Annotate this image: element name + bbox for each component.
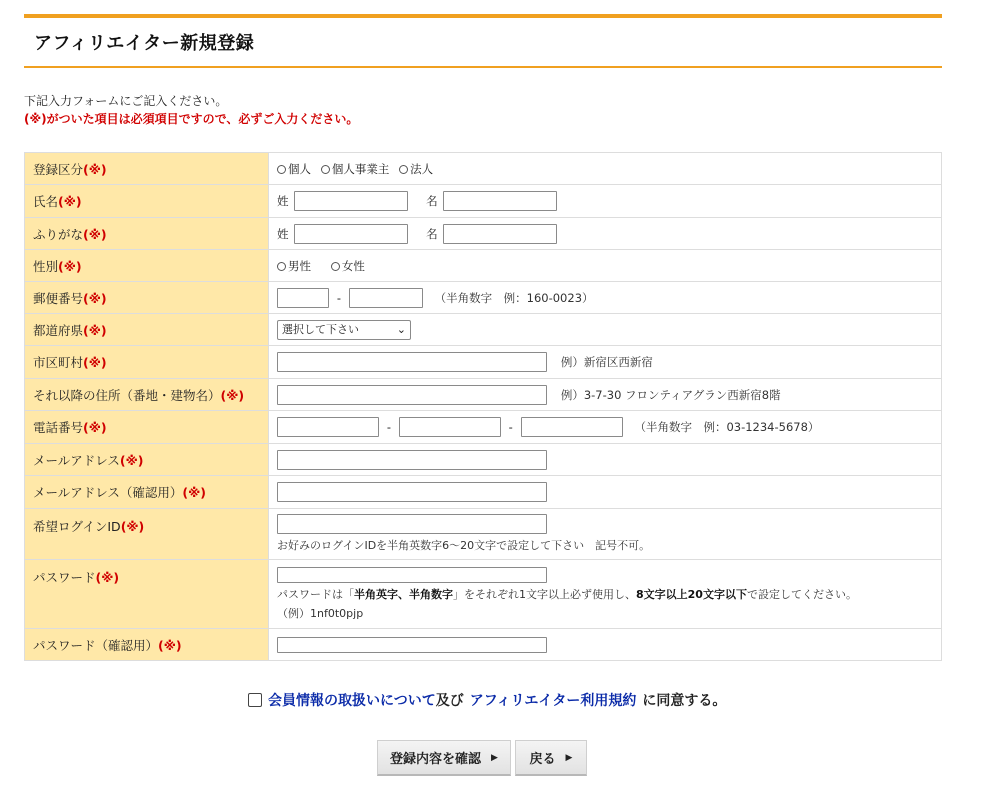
label-password: パスワード(※) xyxy=(25,560,269,629)
agree-checkbox[interactable] xyxy=(248,693,262,707)
registration-page xyxy=(24,0,942,653)
password-confirm-input[interactable] xyxy=(277,637,547,653)
radio-sole-proprietor[interactable]: 個人事業主 xyxy=(321,161,390,177)
title-area xyxy=(24,18,942,68)
label-email-confirm: メールアドレス（確認用）(※) xyxy=(25,476,269,509)
back-button[interactable]: 戻る ▶ xyxy=(515,740,587,776)
intro-text xyxy=(24,92,942,128)
registration-form xyxy=(24,152,942,661)
row-zip xyxy=(25,282,942,314)
label-pref: 都道府県(※) xyxy=(25,314,269,346)
page-title: アフィリエイター新規登録 xyxy=(34,33,255,54)
row-address xyxy=(25,379,942,411)
row-tel xyxy=(25,411,942,444)
tel-first-input[interactable] xyxy=(277,417,379,437)
radio-male[interactable]: 男性 xyxy=(277,258,311,274)
login-id-input[interactable] xyxy=(277,514,547,534)
zip-first-input[interactable] xyxy=(277,288,329,308)
row-type xyxy=(25,153,942,185)
password-input[interactable] xyxy=(277,567,547,583)
label-zip: 郵便番号(※) xyxy=(25,282,269,314)
password-note: パスワードは「半角英字、半角数字」をそれぞれ1文字以上必ず使用し、8文字以上20文字以下で設定してください。 xyxy=(277,588,857,601)
terms-link[interactable]: アフィリエイター利用規約 xyxy=(469,693,637,709)
sei-label: 姓 xyxy=(277,194,289,208)
tel-separator: - xyxy=(386,420,391,434)
email-input[interactable] xyxy=(277,450,547,470)
address-input[interactable] xyxy=(277,385,547,405)
city-hint: 例）新宿区西新宿 xyxy=(560,355,653,369)
last-name-input[interactable] xyxy=(294,191,408,211)
label-type: 登録区分(※) xyxy=(25,153,269,185)
confirm-button[interactable]: 登録内容を確認 ▶ xyxy=(377,740,511,776)
row-pref xyxy=(25,314,942,346)
first-name-input[interactable] xyxy=(443,191,557,211)
tel-second-input[interactable] xyxy=(399,417,501,437)
password-example: （例）1nf0t0pjp xyxy=(277,607,364,620)
label-gender: 性別(※) xyxy=(25,250,269,282)
label-name: 氏名(※) xyxy=(25,185,269,218)
label-password-confirm: パスワード（確認用）(※) xyxy=(25,629,269,661)
required-warning: (※)がついた項目は必須項目ですので、必ずご入力ください。 xyxy=(24,112,359,126)
login-id-note: お好みのログインIDを半角英数字6～20文字で設定して下さい 記号不可。 xyxy=(277,539,651,552)
radio-individual[interactable]: 個人 xyxy=(277,161,311,177)
triangle-right-icon: ▶ xyxy=(491,752,498,763)
label-login-id: 希望ログインID(※) xyxy=(25,509,269,560)
agreement-row xyxy=(248,690,726,710)
row-name xyxy=(25,185,942,218)
prefecture-select[interactable]: 選択して下さい ⌄ xyxy=(277,320,411,340)
mei-label: 名 xyxy=(426,194,438,208)
sei-label: 姓 xyxy=(277,226,289,241)
label-address: それ以降の住所（番地・建物名）(※) xyxy=(25,379,269,411)
radio-female[interactable]: 女性 xyxy=(331,258,365,274)
label-kana: ふりがな(※) xyxy=(25,218,269,250)
row-gender xyxy=(25,250,942,282)
city-input[interactable] xyxy=(277,352,547,372)
tel-separator: - xyxy=(508,420,513,434)
row-kana xyxy=(25,218,942,250)
radio-corporation[interactable]: 法人 xyxy=(399,161,433,177)
label-tel: 電話番号(※) xyxy=(25,411,269,444)
button-row xyxy=(377,740,587,776)
row-city xyxy=(25,346,942,379)
agree-suffix: に同意する。 xyxy=(642,693,727,709)
chevron-down-icon: ⌄ xyxy=(396,322,406,336)
triangle-right-icon: ▶ xyxy=(565,752,573,763)
row-login-id xyxy=(25,509,942,560)
last-name-kana-input[interactable] xyxy=(294,224,408,244)
zip-separator: - xyxy=(336,290,341,305)
row-password-confirm xyxy=(25,629,942,661)
tel-third-input[interactable] xyxy=(521,417,623,437)
tel-hint: （半角数字 例：03-1234-5678） xyxy=(634,420,820,434)
label-city: 市区町村(※) xyxy=(25,346,269,379)
row-password xyxy=(25,560,942,629)
intro-line: 下記入力フォームにご記入ください。 xyxy=(24,94,228,108)
row-email xyxy=(25,444,942,476)
first-name-kana-input[interactable] xyxy=(443,224,557,244)
privacy-link[interactable]: 会員情報の取扱いについて xyxy=(268,693,436,709)
zip-second-input[interactable] xyxy=(349,288,423,308)
agree-and: 及び xyxy=(435,693,464,709)
email-confirm-input[interactable] xyxy=(277,482,547,502)
zip-hint: （半角数字 例：160-0023） xyxy=(434,290,594,305)
label-email: メールアドレス(※) xyxy=(25,444,269,476)
address-hint: 例）3-7-30 フロンティアグラン西新宿8階 xyxy=(560,387,781,402)
row-email-confirm xyxy=(25,476,942,509)
mei-label: 名 xyxy=(426,226,438,241)
